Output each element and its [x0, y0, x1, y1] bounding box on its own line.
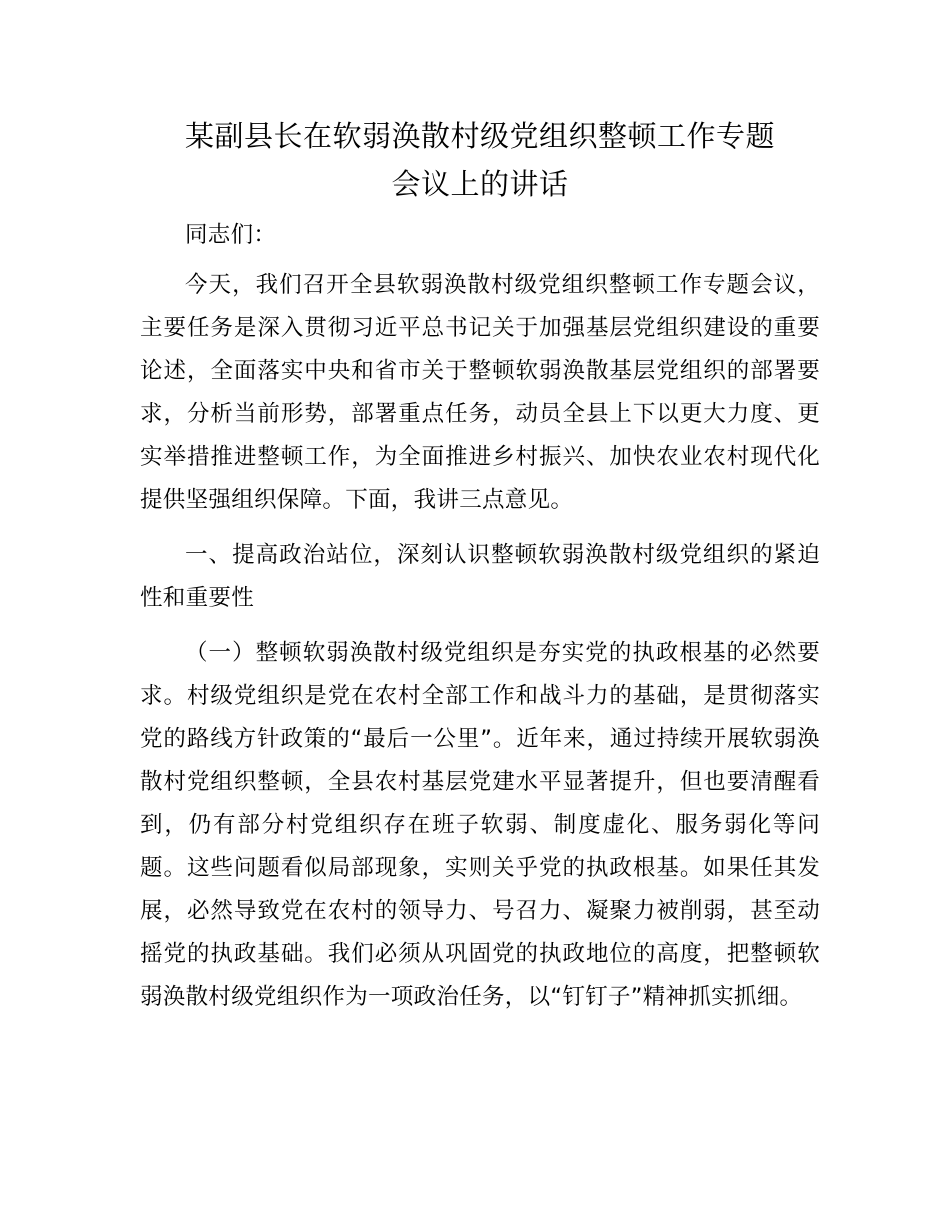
- salutation: 同志们：: [185, 222, 277, 248]
- section-heading-1: 一、提高政治站位，深刻认识整顿软弱涣散村级党组织的紧迫性和重要性: [140, 542, 820, 611]
- subsection-paragraph-1: （一）整顿软弱涣散村级党组织是夯实党的执政根基的必然要求。村级党组织是党在农村全部工作和战斗力的基础，是贯彻落实党的路线方针政策的“最后一公里”。近年来，通过持续开展软弱涣散村党组织整顿，全县农村基层党建水平显著提升，但也要清醒看到，仍有部分村党组织存在班子软弱、制度虚化、服务弱化等问题。这些问题看似局部现象，实则关乎党的执政根基。如果任其发展，必然导致党在农村的领导力、号召力、凝聚力被削弱，甚至动摇党的执政基础。我们必须从巩固党的执政地位的高度，把整顿软弱涣散村级党组织作为一项政治任务，以“钉钉子”精神抓实抓细。: [140, 640, 820, 1010]
- opening-paragraph: 今天，我们召开全县软弱涣散村级党组织整顿工作专题会议，主要任务是深入贯彻习近平总书记关于加强基层党组织建设的重要论述，全面落实中央和省市关于整顿软弱涣散基层党组织的部署要求，分析当前形势，部署重点任务，动员全县上下以更大力度、更实举措推进整顿工作，为全面推进乡村振兴、加快农业农村现代化提供坚强组织保障。下面，我讲三点意见。: [140, 272, 820, 513]
- document-title: [140, 112, 820, 208]
- title-line-1: 某副县长在软弱涣散村级党组织整顿工作专题: [184, 119, 775, 153]
- title-line-2: 会议上的讲话: [391, 167, 569, 201]
